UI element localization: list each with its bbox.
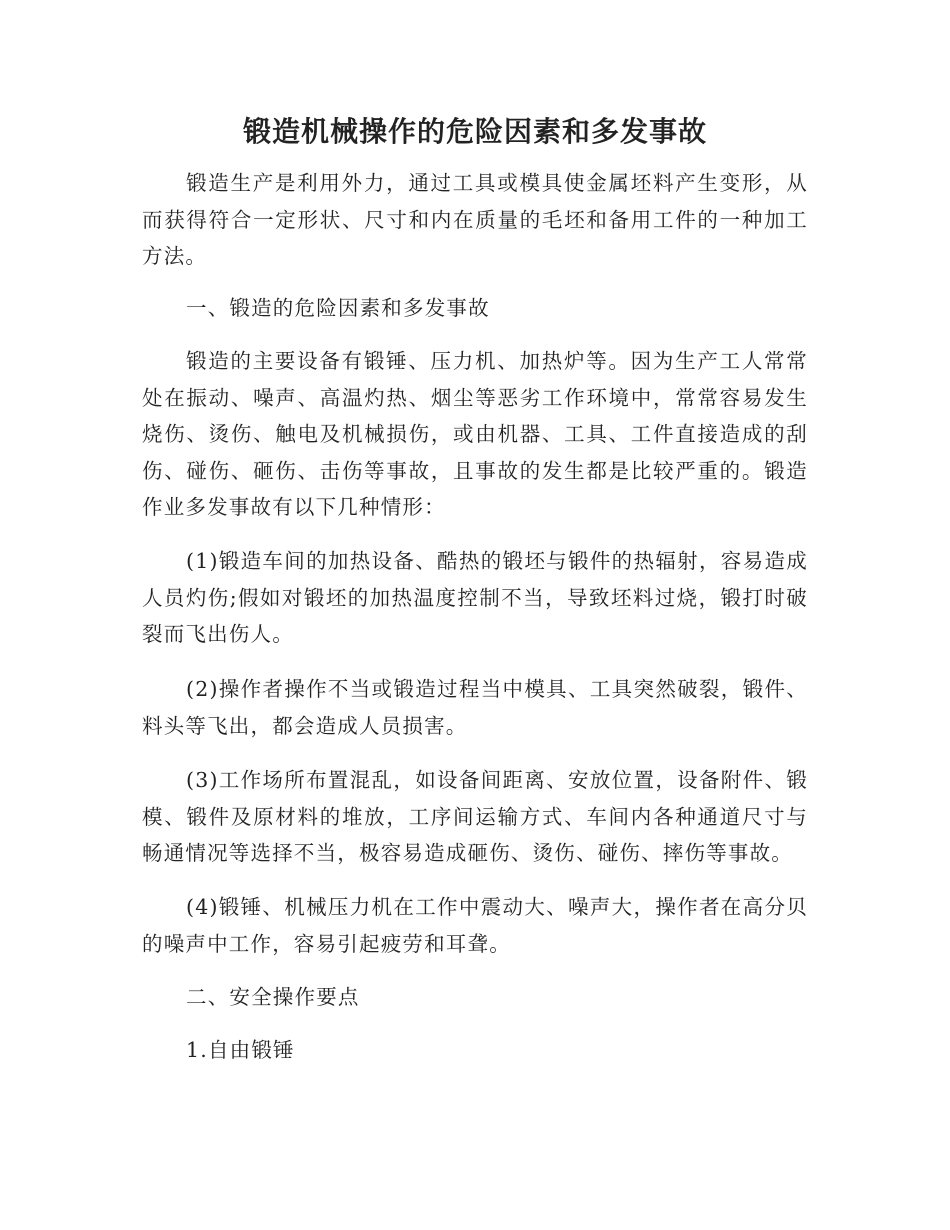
paragraph-intro: 锻造生产是利用外力，通过工具或模具使金属坯料产生变形，从而获得符合一定形状、尺寸和内在质量的毛坯和备用工件的一种加工方法。 [142,171,808,268]
list-item-1: (1)锻造车间的加热设备、酷热的锻坯与锻件的热辐射，容易造成人员灼伤;假如对锻坯的加热温度控制不当，导致坯料过烧，锻打时破裂而飞出伤人。 [142,549,808,646]
paragraph-main-equipment: 锻造的主要设备有锻锤、压力机、加热炉等。因为生产工人常常处在振动、噪声、高温灼热、烟尘等恶劣工作环境中，常常容易发生烧伤、烫伤、触电及机械损伤，或由机器、工具、工件直接造成的刮伤、碰伤、砸伤、击伤等事故，且事故的发生都是比较严重的。锻造作业多发事故有以下几种情形： [142,349,808,519]
section-heading-2: 二、安全操作要点 [186,985,360,1009]
list-item-4: (4)锻锤、机械压力机在工作中震动大、噪声大，操作者在高分贝的噪声中工作，容易引起疲劳和耳聋。 [142,895,808,956]
list-item-3: (3)工作场所布置混乱，如设备间距离、安放位置，设备附件、锻模、锻件及原材料的堆放，工序间运输方式、车间内各种通道尺寸与畅通情况等选择不当，极容易造成砸伤、烫伤、碰伤、摔伤等事故。 [142,768,808,865]
subsection-heading-1: 1.自由锻锤 [186,1038,295,1062]
section-heading-1: 一、锻造的危险因素和多发事故 [186,296,490,320]
document-title: 锻造机械操作的危险因素和多发事故 [242,115,707,148]
list-item-2: (2)操作者操作不当或锻造过程当中模具、工具突然破裂，锻件、料头等飞出，都会造成人员损害。 [142,677,808,738]
